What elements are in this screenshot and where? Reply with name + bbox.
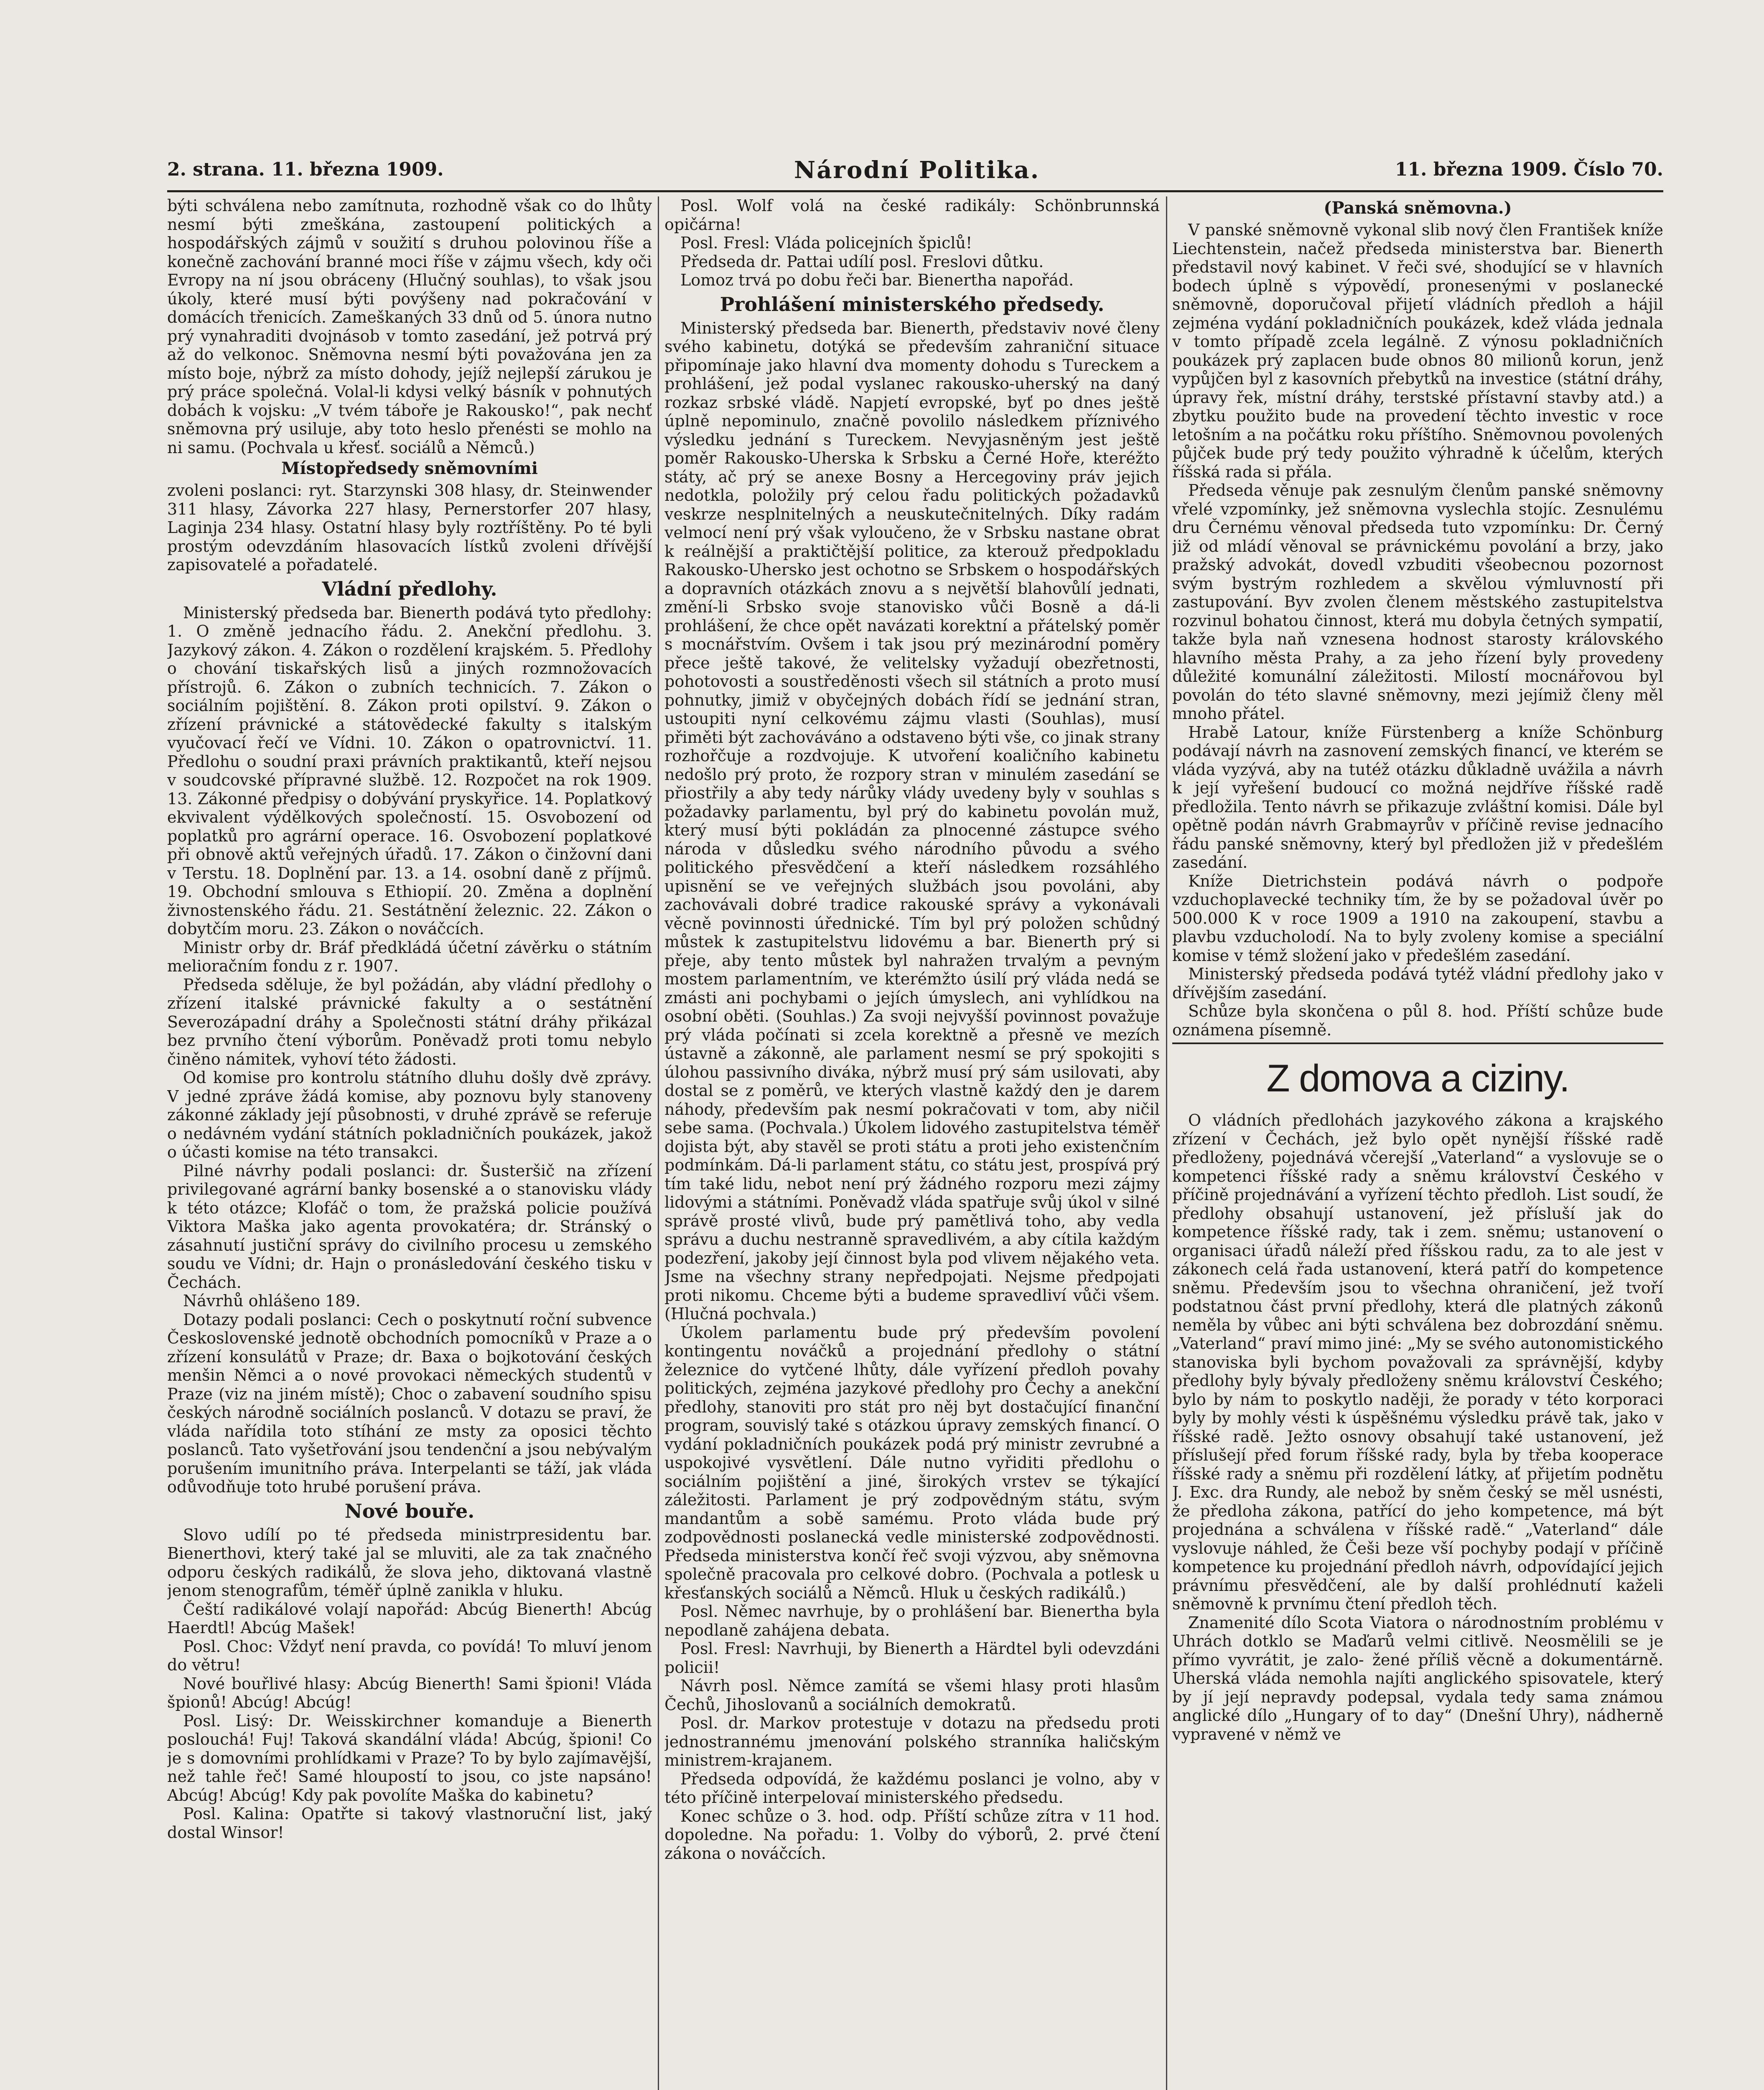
paragraph: Ministerský předseda podává tytéž vládní předlohy jako v dřívějším zasedání. bbox=[1172, 965, 1663, 1002]
paragraph: Pilné návrhy podali poslanci: dr. Šusteršič na zřízení privilegované agrární banky bosenské a o stanovisku vlády k této otázce; Klofáč o tom, že pražská policie používá Viktora Maška jako agenta provokatéra; dr. Stránský o zásahnutí justiční správy do civilního procesu u zemského soudu ve Vídni; dr. Hajn o pronásledování českého tisku v Čechách. bbox=[167, 1161, 652, 1292]
paragraph: Lomoz trvá po dobu řeči bar. Bienertha napořád. bbox=[680, 271, 1074, 289]
paragraph: Nové bouřlivé hlasy: Abcúg Bienerth! Sami špioni! Vláda špionů! Abcúg! Abcúg! bbox=[167, 1674, 652, 1711]
paragraph: Posl. Fresl: Navrhuji, by Bienerth a Härdtel byli odevzdáni policii! bbox=[664, 1639, 1160, 1677]
paragraph: Předseda dr. Pattai udílí posl. Freslovi důtku. bbox=[680, 252, 1044, 271]
section-heading: Prohlášení ministerského předsedy. bbox=[720, 293, 1105, 316]
paragraph: zvoleni poslanci: ryt. Starzynski 308 hlasy, dr. Steinwender 311 hlasy, Závorka 227 hlasy, Pernerstorfer 207 hlasy, Laginja 234 hlasy. Ostatní hlasy byly roztříštěny. Po té byli prostým odevzdáním hlasovacích lístků zvoleni dřívější zapisovatelé a pořadatelé. bbox=[167, 481, 652, 574]
column-1 bbox=[167, 196, 652, 2090]
paragraph: O vládních předlohách jazykového zákona a krajského zřízení v Čechách, jež bylo opět nynější říšské radě předloženy, pojednává včerejší „Vaterland“ a vyslovuje se o kompetenci říšské rady a sněmu království Českého v příčině projednávání a vyřízení těchto předloh. List soudí, že předlohy obsahují ustanovení, jež přísluší jak do kompetence říšské rady, tak i zem. sněmu; ustanovení o organisaci úřadů náleží před říšskou radu, za to ale jest v zákonech celá řada ustanovení, která patří do kompetence sněmu. Především jsou to všechna ohraničení, jež tvoří podstatnou část první předlohy, která dle platných zákonů neměla by vůbec ani býti schválena bez dobrozdání sněmu. „Vaterland“ praví mimo jiné: „My se svého autonomistického stanoviska byli bychom považovali za správnější, kdyby předlohy byly bývaly předloženy sněmu království Českého; bylo by nám to poskytlo naději, že porady v této korporaci byly by mohly vésti k úspěšnému výsledku právě tak, jako v říšské radě. Ježto osnovy obsahují také ustanovení, jež příslušejí před forum říšské rady, byla by třeba kooperace říšské rady a sněmu při rozdělení látky, ať přijetím podnětu J. Exc. dra Rundy, ale nebož by sněm český se měl usnésti, že předloha zákona, patřící do jeho kompetence, má být projednána a schválena v říšské radě.“ „Vaterland“ dále vyslovuje náhled, že Češi beze vší pochyby podají v příčině kompetence ku projednání předloh návrh, odpovídající jejich právnímu přesvědčení, ale by další prohlédnutí kaželi sněmovně k prvnímu čtení předloh těch. bbox=[1172, 1111, 1663, 1613]
paragraph: Ministr orby dr. Bráf předkládá účetní závěrku o státním melioračním fondu z r. 1907. bbox=[167, 938, 652, 975]
paragraph: Posl. Kalina: Opatřte si takový vlastnoruční list, jaký dostal Winsor! bbox=[167, 1805, 652, 1842]
paragraph: Posl. Lisý: Dr. Weisskirchner komanduje a Bienerth poslouchá! Fuj! Taková skandální vláda! Abcúg, špioni! Co je s domovními prohlídkami v Praze? To by bylo zajímavější, než tahle řeč! Samé hloupostí to jsou, co jste napsáno! Abcúg! Abcúg! Kdy pak povolíte Maška do kabinetu? bbox=[167, 1711, 652, 1805]
paragraph: Od komise pro kontrolu státního dluhu došly dvě zprávy. V jedné zpráve žádá komise, aby poznovu byly stanoveny zákonné základy její působnosti, v druhé zprávě se referuje o nedávném vydání státních pokladničních poukázek, jakož o účasti komise na této transakci. bbox=[167, 1068, 652, 1161]
section-title: Z domova a ciziny. bbox=[1266, 1057, 1569, 1100]
paragraph: Čeští radikálové volají napořád: Abcúg Bienerth! Abcúg Haerdtl! Abcúg Mašek! bbox=[167, 1600, 652, 1637]
paragraph: Slovo udílí po té předseda ministrpresidentu bar. Bienerthovi, který také jal se mluviti, ale za tak značného odporu českých radikálů, že slova jeho, diktovaná vlastně jenom stenografům, téměř úplně zanikla v hluku. bbox=[167, 1525, 652, 1600]
paragraph: V panské sněmovně vykonal slib nový člen František kníže Liechtenstein, načež předseda ministerstva bar. Bienerth představil nový kabinet. V řeči své, shodující se v hlavních bodech úplně s výpovědí, pronesenými v poslanecké sněmovně, doporučoval přijetí vládních předloh a hájil zejména vydání pokladničních poukázek, kdež vláda jednala v tomto případě zcela legálně. Z výnosu pokladničních poukázek prý zaplacen bude obnos 80 milionů korun, jenž vypůjčen byl z kasovních přebytků na investice (státní dráhy, úpravy řek, místní dráhy, terstské přístavní stavby atd.) a zbytku použito bude na provedení těchto investic v roce letošním a na počátku roku příštího. Sněmovnou povolených půjček bude prý tedy použito výhradně k účelům, kterých říšská rada si přála. bbox=[1172, 221, 1663, 481]
paragraph: Předseda odpovídá, že každému poslanci je volno, aby v této příčině interpelovaí ministerského předsedu. bbox=[664, 1769, 1160, 1807]
section-heading: Vládní předlohy. bbox=[322, 577, 497, 600]
header-issue-number: 11. března 1909. Číslo 70. bbox=[1395, 159, 1663, 180]
paragraph: Ministerský předseda bar. Bienerth, představiv nové členy svého kabinetu, dotýká se především zahraniční situace připomínaje jako hlavní dva momenty dohodu s Tureckem a prohlášení, jež podal vyslanec rakousko-uherský na daný rozkaz srbské vládě. Napjetí evropské, byť po dnes ještě úplně nepominulo, značně povolilo následkem příznivého výsledku jednání s Tureckem. Nevyjasněným jest ještě poměr Rakousko-Uherska k Srbsku a Černé Hoře, kteréžto státy, ač prý se anexe Bosny a Hercegoviny práv jejich nedotkla, položily prý celou řadu politických požadavků veskrze nesplnitelných a neuskutečnitelných. Díky radám velmocí není prý však vyloučeno, že v Srbsku nastane obrat k reálnější a praktičtější politice, za kterouž předpokladu Rakousko-Uhersko jest ochotno se Srbskem o hospodářských a dopravních otázkách znovu a s největší blahovůlí jednati, změní-li Srbsko svoje stanovisko vůči Bosně a dá-li prohlášení, že chce opět navázati korektní a přátelský poměr s mocnářstvím. Ovšem i tak jsou prý mezinárodní poměry přece ještě takové, že velitelsky vyžadují obezřetnosti, pohotovosti a soustředěnosti všech sil státních a proto musí pohnutky, jimiž v obyčejných dobách řídí se jednání stran, ustoupiti nyní celkovému zájmu vlasti (Souhlas), musí přiměti být zachováváno a odstaveno býti vše, co jinak strany rozhořčuje a rozdvojuje. K utvoření koaličního kabinetu nedošlo prý proto, že rozpory stran v minulém zasedání se přiostřily a aby tedy nárůky vlády uvedeny byly v souhlas s požadavky parlamentu, byl prý do kabinetu povolán muž, který musí býti pokládán za plnocenné zástupce svého národa v důsledku svého národního původu a svého politického přesvědčení a kteří následkem rozsáhlého upisnění se ve veřejných službách jsou povoláni, aby zachovávali dobré tradice rakouské správy a vykonávali věcně povinnosti úřednické. Tím byl prý položen schůdný můstek k zastupitelstvu lidovému a bar. Bienerth prý si přeje, aby tento můstek byl nahražen trvalým a pevným mostem parlamentním, ve kterémžto úsilí prý vláda nedá se zmásti ani pochybami o jejích úmyslech, ani vyhlídkou na osobní oběti. (Souhlas.) Za svoji nejvyšší povinnost považuje prý vláda počínati si zcela korektně a přesně ve mezích ústavně a zákonně, ale parlament nesmí se prý spokojiti s úlohou passivního diváka, nýbrž musí prý sám usilovati, aby dostal se z poměrů, ve kterých vlastně každý den je darem náhody, především pak nesmí pokračovati v tom, aby ničil sebe sama. (Pochvala.) Úkolem lidového zastupitelstva téměř dojista být, aby stavěl se proti státu a proti jeho existenčním podmínkám. Dá-li parlament státu, co státu jest, prospívá prý tím také lidu, nebot není prý žádného rozporu mezi zájmy lidovými a státními. Poněvadž vláda spatřuje svůj úkol v silné správě prosté vlivů, bude prý pamětlivá toho, aby vedla správu a duchu nestranně spravedlivém, a aby cítila každým podezření, jakoby její činnost byla pod vlivem nějakého veta. Jsme na všechny strany nepředpojati. Nejsme předpojati proti nikomu. Chceme býti a budeme spravedliví vůči všem. (Hlučná pochvala.) bbox=[664, 319, 1160, 1323]
paragraph: Posl. Wolf volá na české radikály: Schönbrunnská opičárna! bbox=[664, 196, 1160, 234]
section-heading: Nové bouře. bbox=[344, 1499, 475, 1522]
paragraph: Ministerský předseda bar. Bienerth podává tyto předlohy: 1. O změně jednacího řádu. 2. Anekční předlohu. 3. Jazykový zákon. 4. Zákon o rozdělení krajském. 5. Předlohy o chování tiskařských lisů a jiných rozmnožovacích přístrojů. 6. Zákon o zubních technicích. 7. Zákon o sociálním pojištění. 8. Zákon proti opilství. 9. Zákon o zřízení právnické a státovědecké fakulty s italským vyučovací řečí ve Vídni. 10. Zákon o opatrovnictví. 11. Předlohu o soudní praxi právních praktikantů, kteří nejsou v soudcovské přípravné službě. 12. Rozpočet na rok 1909. 13. Zákonné předpisy o dobývání pryskyřice. 14. Poplatkový ekvivalent výdělkových společností. 15. Osvobození od poplatků pro agrární operace. 16. Osvobození poplatkové při obnově aktů veřejných úřadů. 17. Zákon o činžovní dani v Terstu. 18. Doplnění par. 13. a 14. osobní daně z příjmů. 19. Obchodní smlouva s Ethiopií. 20. Změna a doplnění živnostenského řádu. 21. Sestátnění železnic. 22. Zákon o dobytčím moru. 23. Zákon o nováčcích. bbox=[167, 603, 652, 938]
paragraph: Úkolem parlamentu bude prý především povolení kontingentu nováčků a projednání předlohy o státní železnice do vytčené lhůty, dále vyřízení předloh povahy politických, zejména jazykové předlohy pro Čechy a anekční předlohy, stanoviti pro stát pro něj byt dostačující finanční program, souvislý také s otázkou úpravy zemských financí. O vydání pokladničních poukázek podá prý ministr zevrubné a uspokojivé vysvětlení. Dále nutno vyřiditi předlohu o sociálním pojištění a jiné, širokých vrstev se týkající záležitosti. Parlament je prý zodpovědným státu, svým mandantům a sobě samému. Proto vláda bude prý zodpovědnosti poslanecká vedle ministerské zodpovědnosti. Předseda ministerstva končí řeč svoji výzvou, aby sněmovna společně pracovala pro celkové dobro. (Pochvala a potlesk u křesťanských sociálů a Němců. Hluk u českých radikálů.) bbox=[664, 1323, 1160, 1602]
paragraph: Posl. dr. Markov protestuje v dotazu na předsedu proti jednostrannému jmenování polského stranníka haličským ministrem-krajanem. bbox=[664, 1714, 1160, 1769]
paragraph: Kníže Dietrichstein podává návrh o podpoře vzduchoplavecké techniky tím, že by se požadoval úvěr po 500.000 K v roce 1909 a 1910 na zakoupení, stavbu a plavbu vzducholodí. Na to byly zvoleny komise a speciální komise v témž složení jako v předešlém zasedání. bbox=[1172, 872, 1663, 965]
paragraph: Konec schůze o 3. hod. odp. Příští schůze zítra v 11 hod. dopoledne. Na pořadu: 1. Volby do výborů, 2. prvé čtení zákona o nováčcích. bbox=[664, 1807, 1160, 1863]
paragraph: Posl. Fresl: Vláda policejních špiclů! bbox=[680, 234, 972, 252]
masthead-title: Národní Politika. bbox=[794, 156, 1040, 184]
paragraph: Hrabě Latour, kníže Fürstenberg a kníže Schönburg podávají návrh na zasnovení zemských financí, ve kterém se vláda vyzývá, aby na tutéž otázku důkladně uvážila a návrh k její vyřešení budoucí co možná nejdříve říšské radě předložila. Tento návrh se přikazuje zvláštní komisi. Dále byl opětně podán návrh Grabmayrův v příčině revise jednacího řádu panské sněmovny, který byl předložen již v předešlém zasedání. bbox=[1172, 723, 1663, 872]
column-divider bbox=[1166, 196, 1167, 2090]
column-3 bbox=[1172, 196, 1663, 2090]
header-page-date: 2. strana. 11. března 1909. bbox=[167, 159, 444, 180]
paragraph: Posl. Němec navrhuje, by o prohlášení bar. Bienertha byla nepodlaně zahájena debata. bbox=[664, 1602, 1160, 1639]
column-divider bbox=[658, 196, 659, 2090]
section-heading: Místopředsedy sněmovními bbox=[281, 459, 538, 478]
paragraph: Schůze byla skončena o půl 8. hod. Příští schůze bude oznámena písemně. bbox=[1172, 1002, 1663, 1039]
paragraph: Posl. Choc: Vždyť není pravda, co povídá! To mluví jenom do větru! bbox=[167, 1637, 652, 1674]
header-rule bbox=[167, 190, 1663, 192]
section-heading: (Panská sněmovna.) bbox=[1324, 198, 1512, 218]
section-rule bbox=[1172, 1042, 1663, 1044]
paragraph: Dotazy podali poslanci: Cech o poskytnutí roční subvence Československé jednotě obchodních pomocníků v Praze a o zřízení konsulátů v Praze; dr. Baxa o bojkotování českých menšin Němci a o nové provokaci německých studentů v Praze (viz na jiném místě); Choc o zabavení soudního spisu českých národně sociálních poslanců. V dotazu se praví, že vláda nařídila toto stíhání ze msty za oposici těchto poslanců. Tato vyšetřování jsou tendenční a jsou nebývalým porušením imunitního práva. Interpelanti se táží, jak vláda odůvodňuje toto hrubé porušení práva. bbox=[167, 1310, 652, 1496]
paragraph: Návrh posl. Němce zamítá se všemi hlasy proti hlasům Čechů, Jihoslovanů a sociálních demokratů. bbox=[664, 1677, 1160, 1714]
paragraph: Znamenité dílo Scota Viatora o národnostním problému v Uhrách dotklo se Maďarů velmi citlivě. Neosmělili se je přímo vyvrátit, je zalo- žené příliš věcně a dokumentárně. Uherská vláda nemohla najíti anglického spisovatele, který by jí její nepravdy podepsal, vydala tedy sama známou anglické dílo „Hungary of to day“ (Dnešní Uhry), nádherně vypravené v němž ve bbox=[1172, 1613, 1663, 1743]
paragraph: býti schválena nebo zamítnuta, rozhodně však co do lhůty nesmí býti zmeškána, zastoupení politických a hospodářských zájmů v soužití s druhou polovinou říše a konečně zachování branné moci říše v zájmu všech, kdy oči Evropy na ní jsou obráceny (Hlučný souhlas), to však jsou úkoly, které musí býti povýšeny nad pokračování v domácích třenicích. Zameškaných 33 dnů od 5. února nutno prý vynahraditi dvojnásob v tomto zasedání, jež potrvá prý až do velkonoc. Sněmovna nesmí býti považována jen za místo boje, nýbrž za místo dohody, jejíž nejlepší zárukou je prý práce společná. Volal-li kdysi velký básník v pohnutých dobách k vojsku: „V tvém táboře je Rakousko!“, pak nechť sněmovna prý usiluje, aby toto heslo přenésti se mohlo na ni samu. (Pochvala u křesť. sociálů a Němců.) bbox=[167, 196, 652, 457]
column-2 bbox=[664, 196, 1160, 2090]
paragraph: Předseda věnuje pak zesnulým členům panské sněmovny vřelé vzpomínky, jež sněmovna vyslechla stojíc. Zesnulému dru Černému věnoval předseda tuto vzpomínku: Dr. Černý již od mládí věnoval se právnickému povolání a brzy, jako pražský advokát, dovedl vzbuditi všeobecnou pozornost svým bystrým rozhledem a skvělou výmluvností při zastupování. Byv zvolen členem městského zastupitelstva rozvinul bohatou činnost, která mu dobyla četných sympatií, takže byla naň vznesena hodnost starosty královského hlavního města Prahy, a za jeho řízení byly provedeny důležité komunální záležitosti. Milostí mocnářovou byl povolán do této slavné sněmovny, mezi jejímiž členy měl mnoho přátel. bbox=[1172, 481, 1663, 723]
paragraph: Předseda sděluje, že byl požádán, aby vládní předlohy o zřízení italské právnické fakulty a o sestátnění Severozápadní dráhy a Společnosti státní dráhy přikázal bez prvního čtení výborům. Poněvadž proti tomu nebylo činěno námitek, vyhoví této žádosti. bbox=[167, 975, 652, 1068]
paragraph: Návrhů ohlášeno 189. bbox=[183, 1292, 361, 1310]
